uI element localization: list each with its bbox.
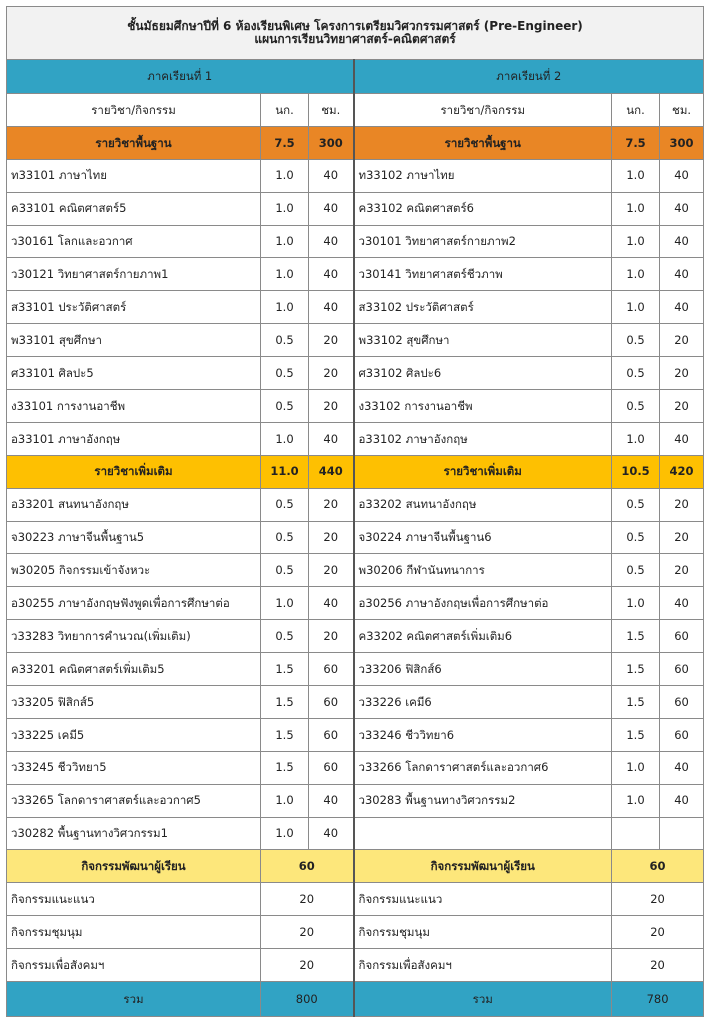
subject-hours-sem1: 20 — [309, 324, 354, 357]
subject-name-sem2: อ33202 สนทนาอังกฤษ — [354, 488, 612, 521]
elective-credits-sem1: 11.0 — [261, 455, 309, 488]
subject-row — [7, 784, 704, 817]
subject-credits-sem1: 0.5 — [261, 488, 309, 521]
subject-credits-sem1: 1.0 — [261, 258, 309, 291]
subject-hours-sem2: 40 — [660, 225, 704, 258]
core-hours-sem1: 300 — [309, 126, 354, 159]
subject-row — [7, 192, 704, 225]
subject-row — [7, 751, 704, 784]
subject-name-sem2: พ30206 กีฬานันทนาการ — [354, 554, 612, 587]
subject-hours-sem1: 40 — [309, 817, 354, 850]
subject-name-sem2: อ30256 ภาษาอังกฤษเพื่อการศึกษาต่อ — [354, 587, 612, 620]
subject-name-sem1: ว30121 วิทยาศาสตร์กายภาพ1 — [7, 258, 261, 291]
subject-row — [7, 817, 704, 850]
subject-hours-sem2: 20 — [660, 554, 704, 587]
subject-row — [7, 291, 704, 324]
subject-name-sem1: ศ33101 ศิลปะ5 — [7, 357, 261, 390]
subject-hours-sem1: 60 — [309, 686, 354, 719]
subject-credits-sem2: 1.0 — [612, 258, 660, 291]
subject-name-sem1: ว30161 โลกและอวกาศ — [7, 225, 261, 258]
subject-hours-sem1: 40 — [309, 587, 354, 620]
activities-hours-sem2: 60 — [612, 850, 704, 883]
subject-row — [7, 620, 704, 653]
elective-credits-sem2: 10.5 — [612, 455, 660, 488]
subject-hours-sem2: 40 — [660, 587, 704, 620]
subject-name-sem2: พ33102 สุขศึกษา — [354, 324, 612, 357]
activity-hours-sem1: 20 — [261, 883, 354, 916]
subject-name-sem2: อ33102 ภาษาอังกฤษ — [354, 422, 612, 455]
subject-name-sem1: ว30282 พื้นฐานทางวิศวกรรม1 — [7, 817, 261, 850]
subject-hours-sem1: 20 — [309, 620, 354, 653]
subject-name-sem2: ว33206 ฟิสิกส์6 — [354, 653, 612, 686]
elective-hours-sem1: 440 — [309, 455, 354, 488]
subject-credits-sem1: 1.0 — [261, 422, 309, 455]
subject-credits-sem2: 1.0 — [612, 751, 660, 784]
subject-hours-sem1: 60 — [309, 653, 354, 686]
subject-credits-sem1: 0.5 — [261, 390, 309, 423]
subject-name-sem2: ส33102 ประวัติศาสตร์ — [354, 291, 612, 324]
subject-row — [7, 357, 704, 390]
activity-row — [7, 883, 704, 916]
subject-name-sem2 — [354, 817, 612, 850]
core-subjects-header: รายวิชาพื้นฐาน — [7, 126, 261, 159]
subject-name-sem2: จ30224 ภาษาจีนพื้นฐาน6 — [354, 521, 612, 554]
core-subjects-header: รายวิชาพื้นฐาน — [354, 126, 612, 159]
subject-credits-sem1: 0.5 — [261, 620, 309, 653]
activity-name-sem2: กิจกรรมชุมนุม — [354, 916, 612, 949]
subject-hours-sem2: 60 — [660, 653, 704, 686]
subject-row — [7, 587, 704, 620]
subject-hours-sem2: 20 — [660, 324, 704, 357]
subject-name-sem1: อ33201 สนทนาอังกฤษ — [7, 488, 261, 521]
subject-credits-sem1: 0.5 — [261, 554, 309, 587]
subject-row — [7, 390, 704, 423]
activities-header: กิจกรรมพัฒนาผู้เรียน — [7, 850, 261, 883]
subject-hours-sem2: 20 — [660, 488, 704, 521]
subject-credits-sem1: 1.0 — [261, 159, 309, 192]
subject-name-sem1: พ30205 กิจกรรมเข้าจังหวะ — [7, 554, 261, 587]
activity-hours-sem1: 20 — [261, 916, 354, 949]
total-hours-sem1: 800 — [261, 982, 354, 1017]
subject-row — [7, 554, 704, 587]
subject-credits-sem2: 1.5 — [612, 620, 660, 653]
subject-credits-sem1: 1.5 — [261, 686, 309, 719]
subject-hours-sem1: 40 — [309, 159, 354, 192]
subject-credits-sem2: 1.0 — [612, 225, 660, 258]
core-hours-sem2: 300 — [660, 126, 704, 159]
subject-hours-sem2: 20 — [660, 390, 704, 423]
title-line-2: แผนการเรียนวิทยาศาสตร์-คณิตศาสตร์ — [254, 32, 456, 46]
total-label: รวม — [354, 982, 612, 1017]
subject-name-sem1: ว33265 โลกดาราศาสตร์และอวกาศ5 — [7, 784, 261, 817]
subject-credits-sem2: 1.0 — [612, 291, 660, 324]
curriculum-table — [6, 6, 704, 1017]
subject-name-sem2: ว33226 เคมี6 — [354, 686, 612, 719]
activity-name-sem2: กิจกรรมเพื่อสังคมฯ — [354, 949, 612, 982]
activity-hours-sem1: 20 — [261, 949, 354, 982]
semester-2-header: ภาคเรียนที่ 2 — [354, 60, 704, 94]
subject-name-sem1: จ30223 ภาษาจีนพื้นฐาน5 — [7, 521, 261, 554]
subject-hours-sem1: 40 — [309, 784, 354, 817]
subject-hours-sem2: 20 — [660, 521, 704, 554]
column-subject-header: รายวิชา/กิจกรรม — [354, 94, 612, 127]
subject-credits-sem2: 1.5 — [612, 653, 660, 686]
subject-row — [7, 521, 704, 554]
subject-hours-sem2: 40 — [660, 192, 704, 225]
subject-credits-sem1: 1.5 — [261, 751, 309, 784]
activity-hours-sem2: 20 — [612, 883, 704, 916]
activity-name-sem2: กิจกรรมแนะแนว — [354, 883, 612, 916]
subject-credits-sem1: 0.5 — [261, 324, 309, 357]
activity-hours-sem2: 20 — [612, 916, 704, 949]
subject-credits-sem1: 1.0 — [261, 192, 309, 225]
subject-credits-sem1: 1.5 — [261, 718, 309, 751]
subject-row — [7, 718, 704, 751]
subject-hours-sem2: 60 — [660, 718, 704, 751]
subject-row — [7, 159, 704, 192]
subject-name-sem2: ค33102 คณิตศาสตร์6 — [354, 192, 612, 225]
subject-credits-sem1: 1.0 — [261, 817, 309, 850]
subject-credits-sem2: 1.0 — [612, 192, 660, 225]
subject-name-sem1: พ33101 สุขศึกษา — [7, 324, 261, 357]
subject-hours-sem1: 20 — [309, 521, 354, 554]
subject-name-sem2: ค33202 คณิตศาสตร์เพิ่มเติม6 — [354, 620, 612, 653]
subject-hours-sem1: 20 — [309, 554, 354, 587]
subject-hours-sem2: 40 — [660, 751, 704, 784]
subject-credits-sem2: 0.5 — [612, 488, 660, 521]
subject-credits-sem1: 1.0 — [261, 587, 309, 620]
subject-hours-sem2: 20 — [660, 357, 704, 390]
activities-header: กิจกรรมพัฒนาผู้เรียน — [354, 850, 612, 883]
subject-row — [7, 324, 704, 357]
subject-credits-sem1: 1.5 — [261, 653, 309, 686]
subject-name-sem2: ว30141 วิทยาศาสตร์ชีวภาพ — [354, 258, 612, 291]
title-line-1: ชั้นมัธยมศึกษาปีที่ 6 ห้องเรียนพิเศษ โครงการเตรียมวิศวกรรมศาสตร์ (Pre-Engineer) — [127, 18, 583, 33]
total-label: รวม — [7, 982, 261, 1017]
subject-credits-sem1: 1.0 — [261, 784, 309, 817]
column-hours-header: ชม. — [309, 94, 354, 127]
subject-hours-sem2: 40 — [660, 258, 704, 291]
subject-credits-sem2: 1.5 — [612, 686, 660, 719]
subject-credits-sem2: 0.5 — [612, 324, 660, 357]
subject-credits-sem2 — [612, 817, 660, 850]
subject-hours-sem1: 60 — [309, 718, 354, 751]
core-credits-sem1: 7.5 — [261, 126, 309, 159]
elective-subjects-header: รายวิชาเพิ่มเติม — [7, 455, 261, 488]
subject-credits-sem2: 0.5 — [612, 521, 660, 554]
subject-row — [7, 488, 704, 521]
column-hours-header: ชม. — [660, 94, 704, 127]
subject-name-sem2: ว33246 ชีววิทยา6 — [354, 718, 612, 751]
subject-name-sem1: ค33201 คณิตศาสตร์เพิ่มเติม5 — [7, 653, 261, 686]
subject-hours-sem2: 40 — [660, 291, 704, 324]
subject-name-sem2: ศ33102 ศิลปะ6 — [354, 357, 612, 390]
subject-name-sem1: ท33101 ภาษาไทย — [7, 159, 261, 192]
subject-credits-sem2: 1.0 — [612, 784, 660, 817]
subject-name-sem1: ค33101 คณิตศาสตร์5 — [7, 192, 261, 225]
subject-credits-sem2: 1.0 — [612, 587, 660, 620]
core-credits-sem2: 7.5 — [612, 126, 660, 159]
subject-hours-sem2: 60 — [660, 620, 704, 653]
subject-hours-sem1: 40 — [309, 258, 354, 291]
subject-name-sem2: ว33266 โลกดาราศาสตร์และอวกาศ6 — [354, 751, 612, 784]
subject-name-sem2: ว30283 พื้นฐานทางวิศวกรรม2 — [354, 784, 612, 817]
activity-hours-sem2: 20 — [612, 949, 704, 982]
semester-1-header: ภาคเรียนที่ 1 — [7, 60, 354, 94]
activity-name-sem1: กิจกรรมชุมนุม — [7, 916, 261, 949]
subject-name-sem1: ส33101 ประวัติศาสตร์ — [7, 291, 261, 324]
column-credits-header: นก. — [261, 94, 309, 127]
activity-name-sem1: กิจกรรมเพื่อสังคมฯ — [7, 949, 261, 982]
column-credits-header: นก. — [612, 94, 660, 127]
activities-hours-sem1: 60 — [261, 850, 354, 883]
elective-subjects-header: รายวิชาเพิ่มเติม — [354, 455, 612, 488]
subject-name-sem2: ท33102 ภาษาไทย — [354, 159, 612, 192]
subject-credits-sem2: 0.5 — [612, 554, 660, 587]
subject-name-sem1: อ33101 ภาษาอังกฤษ — [7, 422, 261, 455]
subject-credits-sem2: 0.5 — [612, 357, 660, 390]
subject-row — [7, 422, 704, 455]
subject-credits-sem1: 0.5 — [261, 357, 309, 390]
page-title — [7, 7, 704, 60]
subject-name-sem2: ง33102 การงานอาชีพ — [354, 390, 612, 423]
subject-hours-sem1: 20 — [309, 357, 354, 390]
activity-row — [7, 949, 704, 982]
subject-name-sem1: ว33205 ฟิสิกส์5 — [7, 686, 261, 719]
subject-credits-sem2: 1.5 — [612, 718, 660, 751]
subject-hours-sem1: 60 — [309, 751, 354, 784]
subject-name-sem1: ง33101 การงานอาชีพ — [7, 390, 261, 423]
total-hours-sem2: 780 — [612, 982, 704, 1017]
subject-credits-sem2: 1.0 — [612, 159, 660, 192]
activity-name-sem1: กิจกรรมแนะแนว — [7, 883, 261, 916]
subject-credits-sem1: 0.5 — [261, 521, 309, 554]
subject-hours-sem2 — [660, 817, 704, 850]
subject-hours-sem2: 40 — [660, 159, 704, 192]
subject-hours-sem1: 20 — [309, 390, 354, 423]
subject-name-sem1: ว33283 วิทยาการคำนวณ(เพิ่มเติม) — [7, 620, 261, 653]
subject-name-sem2: ว30101 วิทยาศาสตร์กายภาพ2 — [354, 225, 612, 258]
activity-row — [7, 916, 704, 949]
subject-credits-sem1: 1.0 — [261, 291, 309, 324]
subject-row — [7, 258, 704, 291]
subject-hours-sem1: 40 — [309, 291, 354, 324]
subject-hours-sem2: 40 — [660, 784, 704, 817]
subject-hours-sem1: 20 — [309, 488, 354, 521]
subject-row — [7, 653, 704, 686]
subject-credits-sem2: 0.5 — [612, 390, 660, 423]
subject-hours-sem1: 40 — [309, 192, 354, 225]
subject-row — [7, 686, 704, 719]
subject-name-sem1: อ30255 ภาษาอังกฤษฟังพูดเพื่อการศึกษาต่อ — [7, 587, 261, 620]
subject-credits-sem2: 1.0 — [612, 422, 660, 455]
subject-row — [7, 225, 704, 258]
subject-hours-sem1: 40 — [309, 225, 354, 258]
column-subject-header: รายวิชา/กิจกรรม — [7, 94, 261, 127]
subject-credits-sem1: 1.0 — [261, 225, 309, 258]
subject-name-sem1: ว33225 เคมี5 — [7, 718, 261, 751]
subject-name-sem1: ว33245 ชีววิทยา5 — [7, 751, 261, 784]
subject-hours-sem2: 40 — [660, 422, 704, 455]
subject-hours-sem2: 60 — [660, 686, 704, 719]
elective-hours-sem2: 420 — [660, 455, 704, 488]
subject-hours-sem1: 40 — [309, 422, 354, 455]
